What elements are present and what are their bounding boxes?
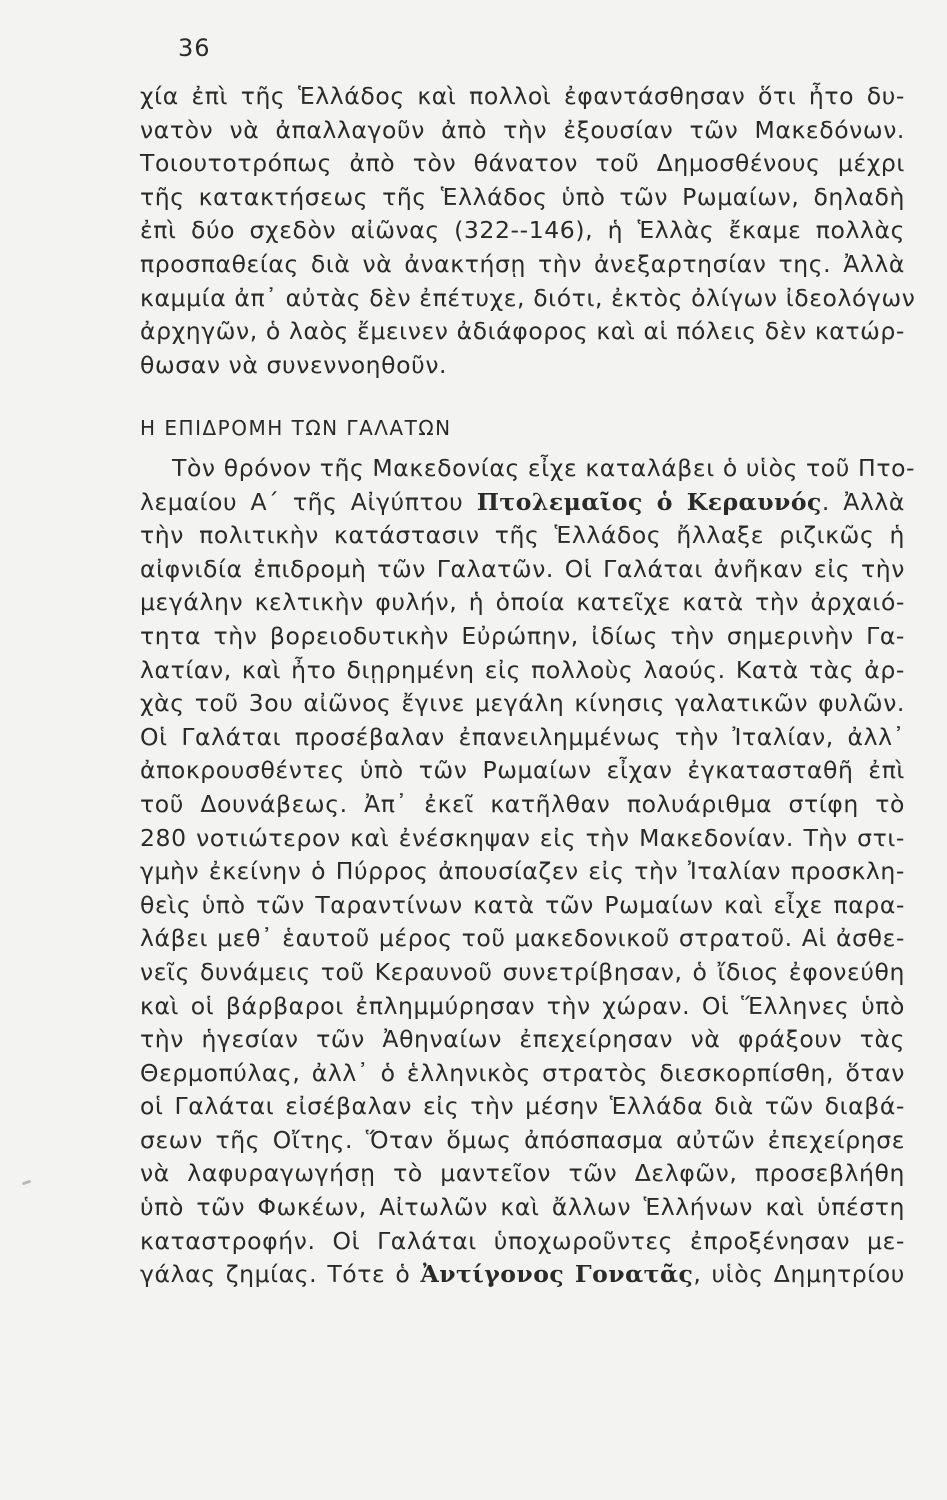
text-run: . Ἀλλὰ (821, 487, 905, 516)
text-line: ἀρχηγῶν, ὁ λαὸς ἔμεινεν ἀδιάφορος καὶ αἱ πόλεις δὲν κατώρ- (140, 317, 905, 346)
text-line: χία ἐπὶ τῆς Ἑλλάδος καὶ πολλοὶ ἐφαντάσθησαν ὅτι ἦτο δυ- (140, 82, 905, 110)
scan-speck (22, 1180, 31, 1186)
text-line: τῆς κατακτήσεως τῆς Ἑλλάδος ὑπὸ τῶν Ρωμαίων, δηλαδὴ (140, 182, 905, 211)
text-line: προσπαθείας διὰ νὰ ἀνακτήσῃ τὴν ἀνεξαρτησίαν της. Ἀλλὰ (140, 249, 905, 278)
text-line (140, 1258, 905, 1292)
text-line: τητα τὴν βορειοδυτικὴν Εὐρώπην, ἰδίως τὴν σημερινὴν Γα- (140, 621, 905, 650)
text-line: ἐπὶ δύο σχεδὸν αἰῶνας (322--146), ἡ Ἑλλὰς ἔκαμε πολλὰς (140, 216, 905, 245)
text-line: Τὸν θρόνον τῆς Μακεδονίας εἶχε καταλάβει ὁ υἱὸς τοῦ Πτο- (172, 454, 916, 482)
text-line: μεγάλην κελτικὴν φυλήν, ἡ ὁποία κατεῖχε κατὰ τὴν ἀρχαιό- (140, 588, 905, 617)
section-heading: Η ΕΠΙΔΡΟΜΗ ΤΩΝ ΓΑΛΑΤΩΝ (140, 416, 452, 440)
text-line: τοῦ Δουνάβεως. Ἀπ᾽ ἐκεῖ κατῆλθαν πολυάριθμα στίφη τὸ (140, 789, 905, 818)
text-line: λατίαν, καὶ ἦτο διῃρημένη εἰς πολλοὺς λαούς. Κατὰ τὰς ἀρ- (140, 655, 905, 684)
text-line: Οἱ Γαλάται προσέβαλαν ἐπανειλημμένως τὴν Ἰταλίαν, ἀλλ᾽ (140, 722, 905, 751)
text-run: , υἱὸς Δημητρίου (693, 1260, 905, 1289)
text-line: Τοιουτοτρόπως ἀπὸ τὸν θάνατον τοῦ Δημοσθένους μέχρι (140, 149, 905, 178)
bold-name-antigonus: Ἀντίγονος Γονατᾶς (420, 1260, 694, 1289)
text-line: τὴν πολιτικὴν κατάστασιν τῆς Ἑλλάδος ἤλλαξε ριζικῶς ἡ (140, 521, 905, 550)
text-line: ὑπὸ τῶν Φωκέων, Αἰτωλῶν καὶ ἄλλων Ἑλλήνων καὶ ὑπέστη (140, 1193, 905, 1222)
page-number: 36 (178, 34, 211, 62)
text-line: τὴν ἡγεσίαν τῶν Ἀθηναίων ἐπεχείρησαν νὰ φράξουν τὰς (140, 1025, 905, 1054)
text-line: νεῖς δυνάμεις τοῦ Κεραυνοῦ συνετρίβησαν, ὁ ἴδιος ἐφονεύθη (140, 957, 905, 986)
text-line: καταστροφήν. Οἱ Γαλάται ὑποχωροῦντες ἐπροξένησαν με- (140, 1226, 905, 1255)
bold-name-ptolemy: Πτολεμαῖος ὁ Κεραυνός (476, 487, 822, 516)
text-line: χὰς τοῦ 3ου αἰῶνος ἔγινε μεγάλη κίνησις γαλατικῶν φυλῶν. (140, 689, 905, 718)
paragraph-macedonian-rule (140, 80, 916, 382)
text-run: γάλας ζημίας. Τότε ὁ (140, 1260, 421, 1289)
text-line: γμὴν ἐκείνην ὁ Πύρρος ἀπουσίαζεν εἰς τὴν Ἰταλίαν προσκλη- (140, 857, 905, 886)
text-line: αἰφνιδία ἐπιδρομὴ τῶν Γαλατῶν. Οἱ Γαλάται ἀνῆκαν εἰς τὴν (140, 554, 905, 583)
paragraph-galatian-invasion (140, 452, 916, 1292)
text-line: νὰ λαφυραγωγήσῃ τὸ μαντεῖον τῶν Δελφῶν, προσεβλήθη (140, 1159, 905, 1188)
text-line: ἀποκρουσθέντες ὑπὸ τῶν Ρωμαίων εἶχαν ἐγκατασταθῆ ἐπὶ (140, 756, 905, 785)
text-line: Θερμοπύλας, ἀλλ᾽ ὁ ἑλληνικὸς στρατὸς διεσκορπίσθη, ὅταν (140, 1058, 905, 1087)
text-line: καμμία ἀπ᾽ αὐτὰς δὲν ἐπέτυχε, διότι, ἐκτὸς ὀλίγων ἰδεολόγων (140, 283, 916, 312)
text-line: οἱ Γαλάται εἰσέβαλαν εἰς τὴν μέσην Ἑλλάδα διὰ τῶν διαβά- (140, 1092, 905, 1121)
text-run: λεμαίου Α΄ τῆς Αἰγύπτου (140, 487, 477, 516)
text-line: 280 νοτιώτερον καὶ ἐνέσκηψαν εἰς τὴν Μακεδονίαν. Τὴν στι- (140, 823, 905, 852)
text-line: νατὸν νὰ ἀπαλλαγοῦν ἀπὸ τὴν ἐξουσίαν τῶν Μακεδόνων. (140, 115, 905, 144)
text-line: λάβει μεθ᾽ ἑαυτοῦ μέρος τοῦ μακεδονικοῦ στρατοῦ. Αἱ ἀσθε- (140, 924, 905, 953)
text-line: σεων τῆς Οἴτης. Ὅταν ὅμως ἀπόσπασμα αὐτῶν ἐπεχείρησε (140, 1125, 905, 1154)
text-line: καὶ οἱ βάρβαροι ἐπλημμύρησαν τὴν χώραν. Οἱ Ἕλληνες ὑπὸ (140, 991, 905, 1020)
text-line (140, 486, 905, 520)
text-line: θωσαν νὰ συνεννοηθοῦν. (140, 350, 448, 379)
text-line: θεὶς ὑπὸ τῶν Ταραντίνων κατὰ τῶν Ρωμαίων καὶ εἶχε παρα- (140, 890, 905, 919)
